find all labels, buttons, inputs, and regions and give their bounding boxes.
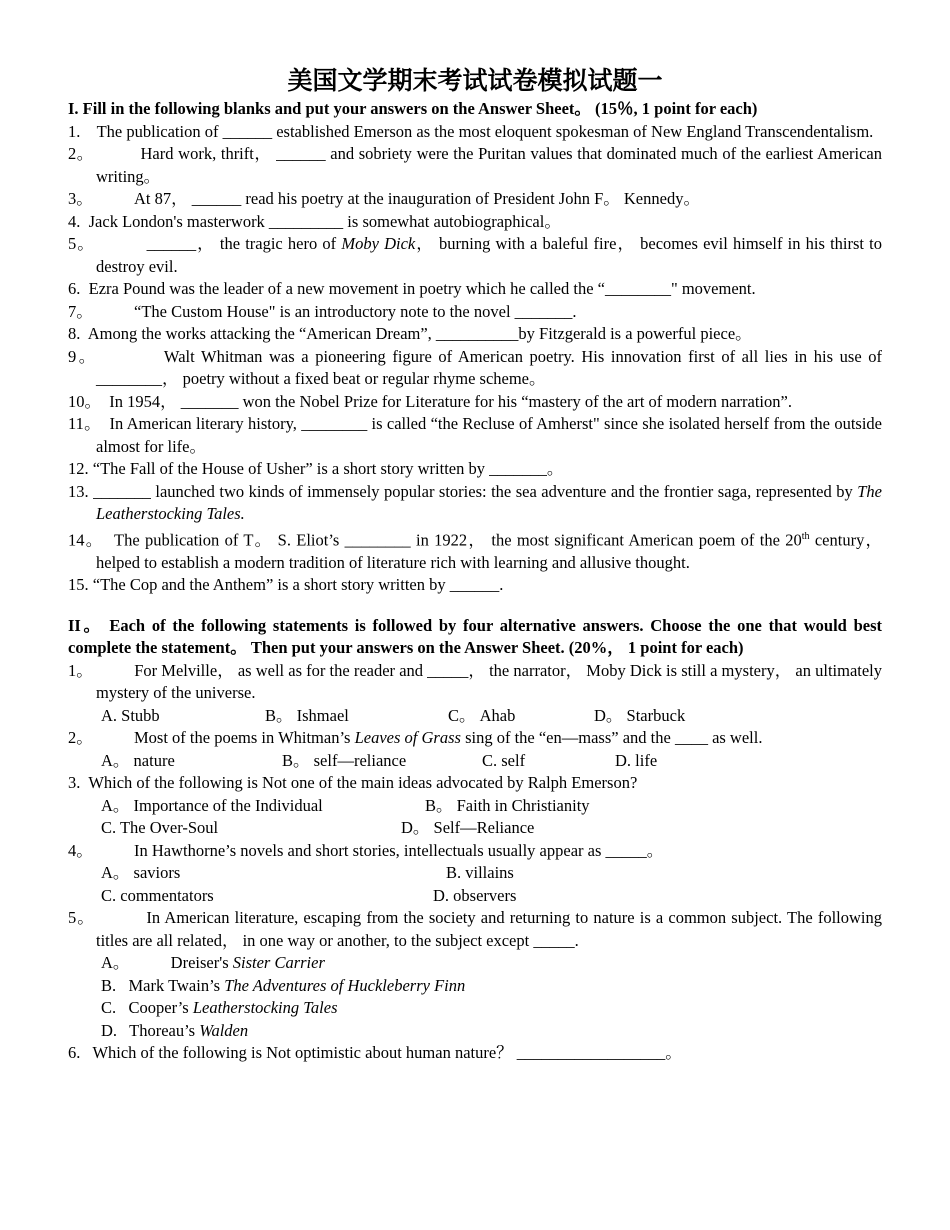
option-a: A。 saviors (101, 863, 181, 882)
option-b: B。 Faith in Christianity (425, 795, 590, 815)
question-1-6: 6. Ezra Pound was the leader of a new movement in poetry which he called the “________" movement. (68, 279, 756, 298)
question-2-2: 2。 Most of the poems in Whitman’s Leaves of Grass sing of the “en—mass” and the ____ as well. (68, 728, 763, 747)
option-d: D。 Self—Reliance (401, 818, 535, 837)
question-1-7: 7。 “The Custom House" is an introductory note to the novel _______. (68, 301, 577, 321)
options-2-4a (68, 862, 882, 885)
option-b: B. Mark Twain’s The Adventures of Huckleberry Finn (101, 975, 466, 995)
option-b: B。 self—reliance (282, 750, 407, 770)
question-1-8: 8. Among the works attacking the “American Dream”, __________by Fitzgerald is a powerful piece。 (68, 324, 752, 343)
question-1-15: 15. “The Cop and the Anthem” is a short story written by ______. (68, 575, 504, 594)
option-c: C. self (482, 750, 526, 770)
options-2-3a (68, 795, 882, 818)
question-1-5: 5。 ______， the tragic hero of Moby Dick， burning with a baleful fire， becomes evil himself in his thirst to destroy evil. (68, 234, 887, 276)
question-1-10: 10。 In 1954， _______ won the Nobel Prize for Literature for his “mastery of the art of modern narration”. (68, 391, 792, 411)
option-a: A。 nature (101, 750, 175, 770)
question-2-4: 4。 In Hawthorne’s novels and short stories, intellectuals usually appear as _____。 (68, 840, 664, 860)
option-a: A. Stubb (101, 705, 160, 725)
question-1-3: 3。 At 87， ______ read his poetry at the inauguration of President John F。 Kennedy。 (68, 189, 700, 208)
question-2-6: 6. Which of the following is Not optimistic about human nature？ __________________。 (68, 1043, 682, 1062)
option-c: C. The Over-Soul (101, 818, 219, 837)
question-1-13: 13. _______ launched two kinds of immensely popular stories: the sea adventure and the frontier saga, represented by The Leatherstocking Tales. (68, 481, 882, 523)
question-1-2: 2。 Hard work, thrift， ______ and sobriety were the Puritan values that dominated much of the earliest American writing。 (68, 144, 887, 186)
question-1-14: 14。 The publication of T。 S. Eliot’s ________ in 1922， the most significant American poem of the 20th century， helped to establish a modern tradition of literature rich with learning and allusive thought. (68, 530, 887, 572)
exam-title: 美国文学期末考试试卷模拟试题一 (287, 66, 663, 95)
section-1-heading: I. Fill in the following blanks and put your answers on the Answer Sheet。 (15％, 1 point for each) (68, 99, 758, 118)
option-d: D. observers (433, 885, 517, 905)
question-2-3: 3. Which of the following is Not one of the main ideas advocated by Ralph Emerson? (68, 773, 638, 792)
option-a: A。 Importance of the Individual (101, 795, 323, 815)
option-c: C. Cooper’s Leatherstocking Tales (101, 998, 338, 1017)
question-2-5: 5。 In American literature, escaping from the society and returning to nature is a common subject. The following titles are all related， in one way or another, to the subject except _____. (68, 908, 887, 950)
options-2-3b (68, 817, 882, 840)
question-1-12: 12. “The Fall of the House of Usher” is a short story written by _______。 (68, 459, 564, 478)
option-b: B. villains (446, 863, 514, 882)
question-1-4: 4. Jack London's masterwork _________ is somewhat autobiographical。 (68, 211, 561, 231)
option-d: D。 Starbuck (594, 705, 686, 725)
question-1-11: 11。 In American literary history, ________ is called “the Recluse of Amherst" since she isolated herself from the outside almost for life。 (68, 414, 887, 456)
options-2-4b (68, 885, 882, 908)
option-c: C. commentators (101, 885, 214, 905)
option-d: D. Thoreau’s Walden (101, 1020, 249, 1040)
option-b: B。 Ishmael (265, 705, 349, 725)
option-a: A。 Dreiser's Sister Carrier (101, 953, 325, 972)
option-c: C。 Ahab (448, 705, 516, 725)
question-1-9: 9。 Walt Whitman was a pioneering figure of American poetry. His innovation first of all lies in his use of ________， poetry without a fixed beat or regular rhyme scheme。 (68, 346, 887, 388)
question-2-1: 1。 For Melville， as well as for the reader and _____， the narrator， Moby Dick is still a mystery， an ultimately mystery of the universe. (68, 660, 887, 702)
question-1-1: 1. The publication of ______ established Emerson as the most eloquent spokesman of New England Transcendentalism. (68, 121, 874, 141)
section-1-list (68, 121, 887, 597)
options-2-2 (68, 750, 882, 773)
section-2-heading: II。 Each of the following statements is followed by four alternative answers. Choose the one that would best complete the statement。 Then put your answers on the Answer Sheet. (20%， 1 point for each) (68, 615, 882, 657)
option-d: D. life (615, 750, 658, 770)
options-2-1 (68, 705, 882, 728)
